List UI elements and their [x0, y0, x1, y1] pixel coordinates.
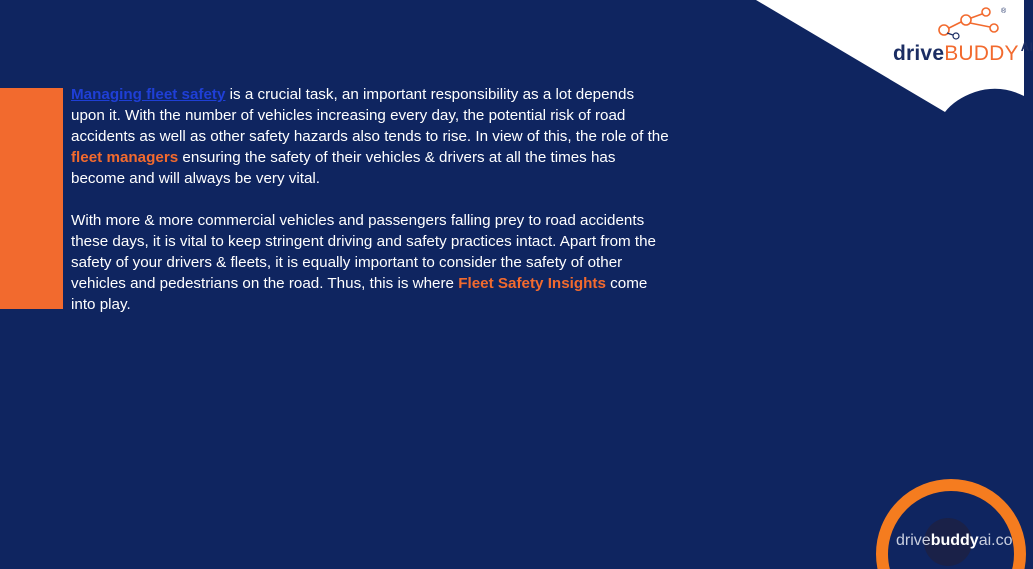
logo-text-buddy: BUDDY — [944, 42, 1019, 65]
footer-website — [896, 532, 1012, 550]
logo-text-drive: drive — [893, 42, 945, 65]
fleet-safety-insights-highlight: Fleet Safety Insights — [458, 275, 606, 292]
paragraph-2 — [71, 210, 671, 315]
footer-url-a: drive — [896, 532, 931, 549]
brand-logo — [893, 42, 1033, 66]
managing-fleet-safety-link[interactable]: Managing fleet safety — [71, 86, 226, 103]
paragraph-1-text-b: ensuring the safety of their vehicles & drivers at all the times has become and will always be very vital. — [71, 149, 616, 187]
decorative-ring — [873, 466, 1024, 569]
fleet-managers-highlight: fleet managers — [71, 149, 179, 166]
content-text — [71, 84, 671, 336]
network-nodes-icon — [934, 6, 1007, 42]
paragraph-1 — [71, 84, 671, 189]
logo-text-ai: AI — [1020, 40, 1033, 54]
footer-url-b: buddy — [930, 532, 979, 549]
paragraph-2-text-a: With more & more commercial vehicles and passengers falling prey to road accidents these days, it is vital to keep stringent driving and safety practices intact. Apart from the safety of your drivers & fleets, it is equally important to consider the safety of other vehicles and pedestrians on the road. Thus, this is where — [71, 212, 657, 292]
paragraph-1-text-a: is a crucial task, an important responsibility as a lot depends upon it. With the number of vehicles increasing every day, the potential risk of road accidents as well as other safety hazards also tends to rise. In view of this, the role of the — [71, 86, 669, 145]
paragraph-2-text-b: come into play. — [71, 275, 648, 313]
registered-mark: ® — [1001, 8, 1007, 15]
footer-url-c: ai.co — [978, 532, 1013, 549]
